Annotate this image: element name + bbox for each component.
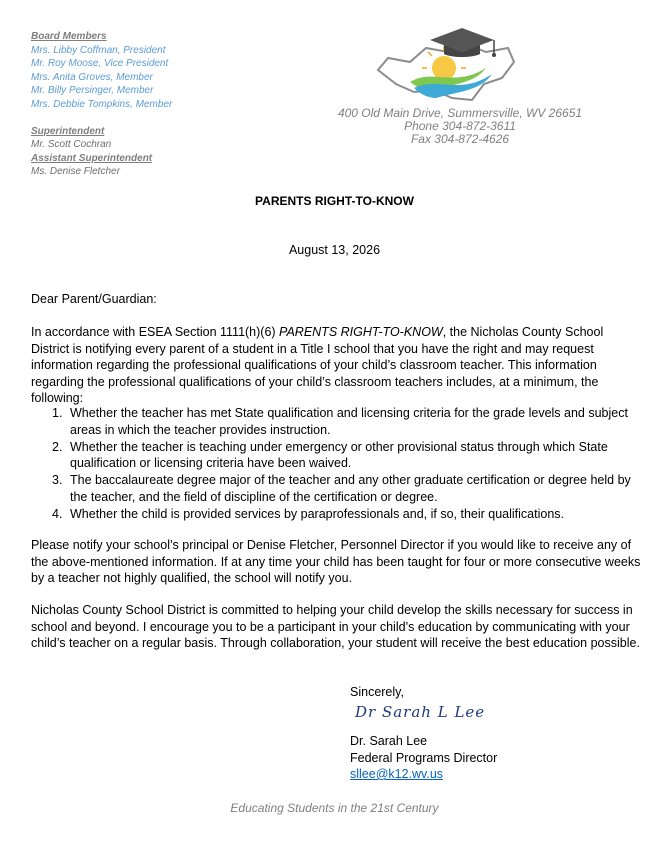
- phone: Phone 304-872-3611: [404, 119, 516, 133]
- list-item-text: Whether the teacher is teaching under emergency or other provisional status through which State qualification or licensing criteria have been waived.: [70, 439, 608, 470]
- footer-motto: Educating Students in the 21st Century: [230, 801, 439, 815]
- board-heading: Board Members: [31, 31, 107, 42]
- assistant-name: Ms. Denise Fletcher: [31, 166, 120, 178]
- county-map-graduation-cap-logo-icon: [374, 18, 520, 110]
- assistant-heading: Assistant Superintendent: [31, 152, 153, 164]
- board-info: [31, 30, 172, 179]
- superintendent-name: Mr. Scott Cochran: [31, 139, 112, 151]
- superintendent-heading: Superintendent: [31, 125, 105, 137]
- board-member: Mrs. Debbie Tompkins, Member: [31, 98, 173, 110]
- list-item: 3. The baccalaureate degree major of the teacher and any other graduate certification or degree held by the teacher, and the field of discipline of the certification or degree.: [52, 473, 631, 504]
- signer-block: [350, 733, 497, 783]
- board-member: Mr. Roy Moose, Vice President: [31, 58, 169, 70]
- list-item-text: The baccalaureate degree major of the teacher and any other graduate certification or degree held by the teacher, and the field of discipline of the certification or degree.: [70, 473, 631, 504]
- list-item: 4. Whether the child is provided services by paraprofessionals and, if so, their qualifications.: [52, 506, 565, 521]
- paragraph-notify: Please notify your school’s principal or Denise Fletcher, Personnel Director if you would like to receive any of the above-mentioned information. If at any time your child has been taught for four or more consecutive weeks by a teacher not highly qualified, the school will notify you.: [31, 538, 641, 585]
- intro-text-rest: , the Nicholas County School District is notifying every parent of a student in a Title I school that you have the right and may request information regarding the professional qualifications of your child’s classroom teacher. This information regarding the professional qualifications of your child’s classroom teachers includes, at a minimum, the following:: [31, 325, 604, 405]
- list-item-text: Whether the teacher has met State qualification and licensing criteria for the grade levels and subject areas in which the teacher provides instruction.: [70, 406, 628, 437]
- board-member: Mrs. Libby Coffman, President: [31, 44, 166, 56]
- letter-title: PARENTS RIGHT-TO-KNOW: [255, 194, 414, 208]
- email-link[interactable]: sllee@k12.wv.us: [350, 767, 444, 781]
- address: 400 Old Main Drive, Summersville, WV 26651: [337, 106, 583, 120]
- board-member: Mr. Billy Persinger, Member: [31, 85, 154, 97]
- intro-italic: PARENTS RIGHT-TO-KNOW: [279, 325, 443, 339]
- signer-title: Federal Programs Director: [350, 750, 498, 765]
- paragraph-commitment: Nicholas County School District is committed to helping your child develop the skills necessary for success in school and beyond. I encourage you to be a participant in your child’s education by communicating with your child’s teacher on a regular basis. Through collaboration, your student will receive the best education possible.: [31, 603, 640, 650]
- list-item: 1. Whether the teacher has met State qualification and licensing criteria for the grade levels and subject areas in which the teacher provides instruction.: [52, 406, 628, 437]
- closing: Sincerely,: [350, 685, 404, 699]
- salutation: Dear Parent/Guardian:: [31, 292, 157, 306]
- fax: Fax 304-872-4626: [410, 132, 510, 146]
- signer-name: Dr. Sarah Lee: [350, 734, 428, 748]
- contact-info: [320, 107, 600, 146]
- paragraph-intro: [31, 324, 641, 407]
- list-item-text: Whether the child is provided services by paraprofessionals and, if so, their qualifications.: [70, 506, 565, 521]
- signature: Dr Sarah L Lee: [355, 703, 486, 721]
- list-item: 2. Whether the teacher is teaching under emergency or other provisional status through which State qualification or licensing criteria have been waived.: [52, 439, 608, 470]
- letter-date: August 13, 2026: [288, 243, 381, 257]
- qualifications-list: [52, 405, 642, 523]
- board-member: Mrs. Anita Groves, Member: [31, 71, 153, 83]
- intro-text: In accordance with ESEA Section 1111(h)(6): [31, 325, 280, 339]
